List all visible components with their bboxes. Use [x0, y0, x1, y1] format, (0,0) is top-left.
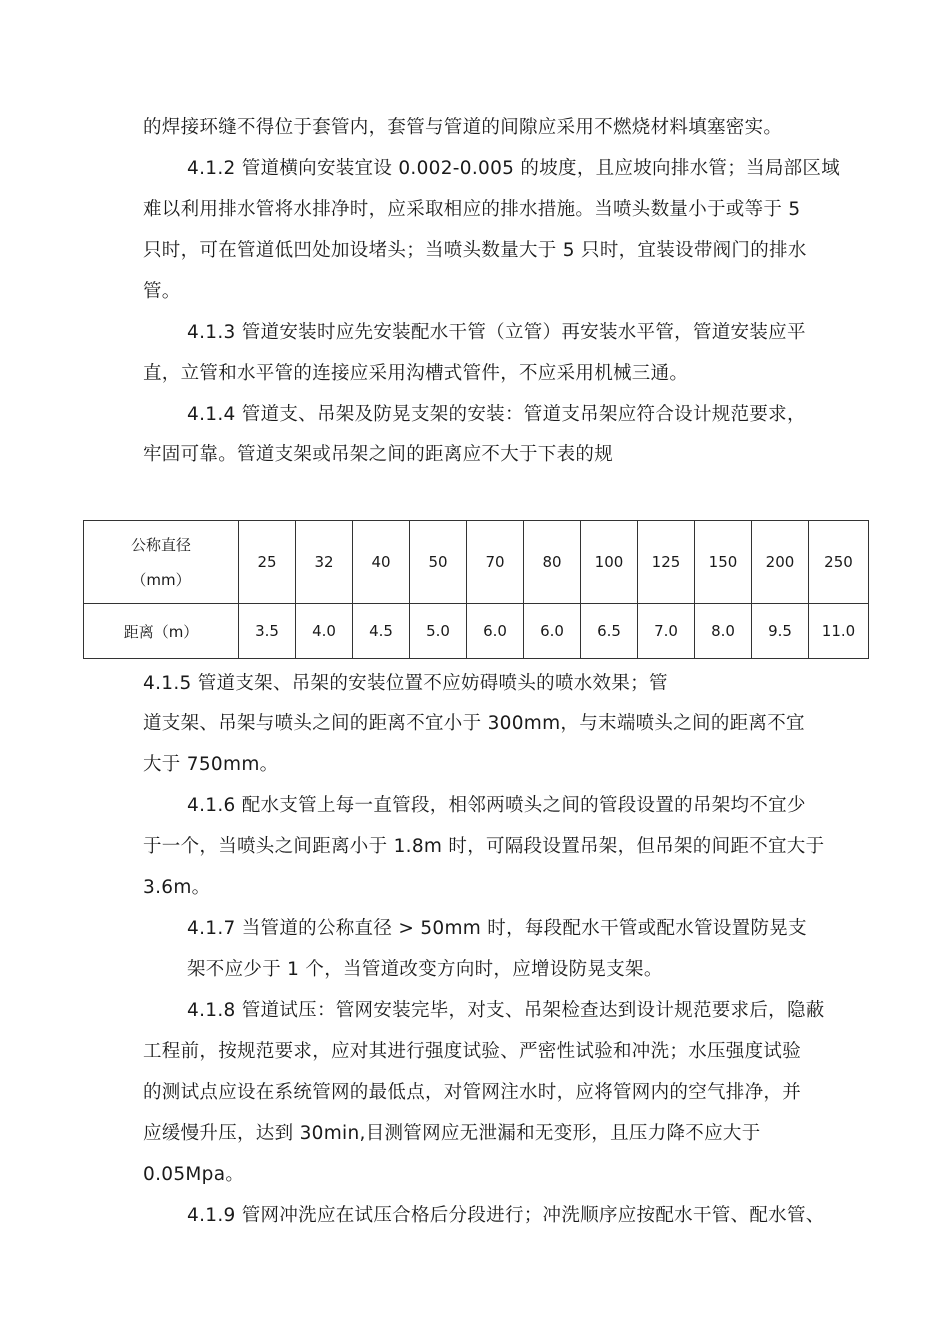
paragraph-line: 4.1.4 管道支、吊架及防晃支架的安装：管道支吊架应符合设计规范要求，: [187, 404, 806, 425]
paragraph-line: 的焊接环缝不得位于套管内，套管与管道的间隙应采用不燃烧材料填塞密实。: [143, 117, 783, 138]
support-spacing-table: [83, 520, 869, 659]
table-cell-distance: 11.0: [809, 604, 869, 659]
table-cell-distance: 9.5: [752, 604, 809, 659]
table-cell-distance: 3.5: [239, 604, 296, 659]
paragraph-line: 管。: [143, 281, 181, 302]
table-cell-diameter: 70: [467, 521, 524, 604]
paragraph-line: 牢固可靠。管道支架或吊架之间的距离应不大于下表的规: [143, 444, 614, 465]
paragraph-line: 难以利用排水管将水排净时，应采取相应的排水措施。当喷头数量小于或等于 5: [143, 199, 801, 220]
table-row-diameter: [84, 521, 869, 604]
table-cell-distance: 6.5: [581, 604, 638, 659]
table-cell-distance: 4.5: [353, 604, 410, 659]
table-cell-distance: 6.0: [524, 604, 581, 659]
paragraph-line: 工程前，按规范要求，应对其进行强度试验、严密性试验和冲洗；水压强度试验: [143, 1041, 802, 1062]
paragraph-line: 3.6m。: [143, 877, 211, 898]
table-cell-diameter: 200: [752, 521, 809, 604]
table-cell-distance: 7.0: [638, 604, 695, 659]
paragraph-line: 道支架、吊架与喷头之间的距离不宜小于 300mm，与末端喷头之间的距离不宜: [143, 713, 805, 734]
paragraph-line: 4.1.2 管道横向安装宜设 0.002-0.005 的坡度，且应坡向排水管；当局部区域: [187, 158, 841, 179]
paragraph-line: 4.1.7 当管道的公称直径 > 50mm 时，每段配水干管或配水管设置防晃支: [187, 918, 807, 939]
paragraph-line: 4.1.9 管网冲洗应在试压合格后分段进行；冲洗顺序应按配水干管、配水管、: [187, 1205, 825, 1226]
table-cell-distance: 8.0: [695, 604, 752, 659]
paragraph-line: 4.1.6 配水支管上每一直管段，相邻两喷头之间的管段设置的吊架均不宜少: [187, 795, 806, 816]
table-cell-diameter: 32: [296, 521, 353, 604]
header-label: 公称直径: [130, 536, 191, 554]
table-cell-diameter: 25: [239, 521, 296, 604]
table-cell-distance: 4.0: [296, 604, 353, 659]
paragraph-line: 0.05Mpa。: [143, 1164, 245, 1185]
paragraph-line: 直，立管和水平管的连接应采用沟槽式管件，不应采用机械三通。: [143, 363, 689, 384]
paragraph-line: 架不应少于 1 个，当管道改变方向时，应增设防晃支架。: [187, 959, 663, 980]
table-cell-diameter: 125: [638, 521, 695, 604]
paragraph-line: 4.1.3 管道安装时应先安装配水干管（立管）再安装水平管，管道安装应平: [187, 322, 806, 343]
table-cell-diameter: 100: [581, 521, 638, 604]
paragraph-line: 的测试点应设在系统管网的最低点，对管网注水时，应将管网内的空气排净，并: [143, 1082, 802, 1103]
table-cell-diameter: 40: [353, 521, 410, 604]
paragraph-line: 4.1.5 管道支架、吊架的安装位置不应妨碍喷头的喷水效果；管: [143, 673, 668, 694]
paragraph-line: 于一个，当喷头之间距离小于 1.8m 时，可隔段设置吊架，但吊架的间距不宜大于: [143, 836, 825, 857]
table-cell-diameter: 50: [410, 521, 467, 604]
table-row-label: 距离（m）: [84, 604, 239, 659]
table-cell-distance: 5.0: [410, 604, 467, 659]
paragraph-line: 大于 750mm。: [143, 754, 279, 775]
table-cell-diameter: 80: [524, 521, 581, 604]
paragraph-line: 应缓慢升压，达到 30min,目测管网应无泄漏和无变形，且压力降不应大于: [143, 1123, 761, 1144]
table-header-cell: [84, 521, 239, 604]
table-cell-distance: 6.0: [467, 604, 524, 659]
paragraph-line: 4.1.8 管道试压：管网安装完毕，对支、吊架检查达到设计规范要求后，隐蔽: [187, 1000, 825, 1021]
table-cell-diameter: 250: [809, 521, 869, 604]
header-unit: （mm）: [131, 571, 191, 589]
paragraph-line: 只时，可在管道低凹处加设堵头；当喷头数量大于 5 只时，宜装设带阀门的排水: [143, 240, 807, 261]
table-row-distance: [84, 604, 869, 659]
table-cell-diameter: 150: [695, 521, 752, 604]
